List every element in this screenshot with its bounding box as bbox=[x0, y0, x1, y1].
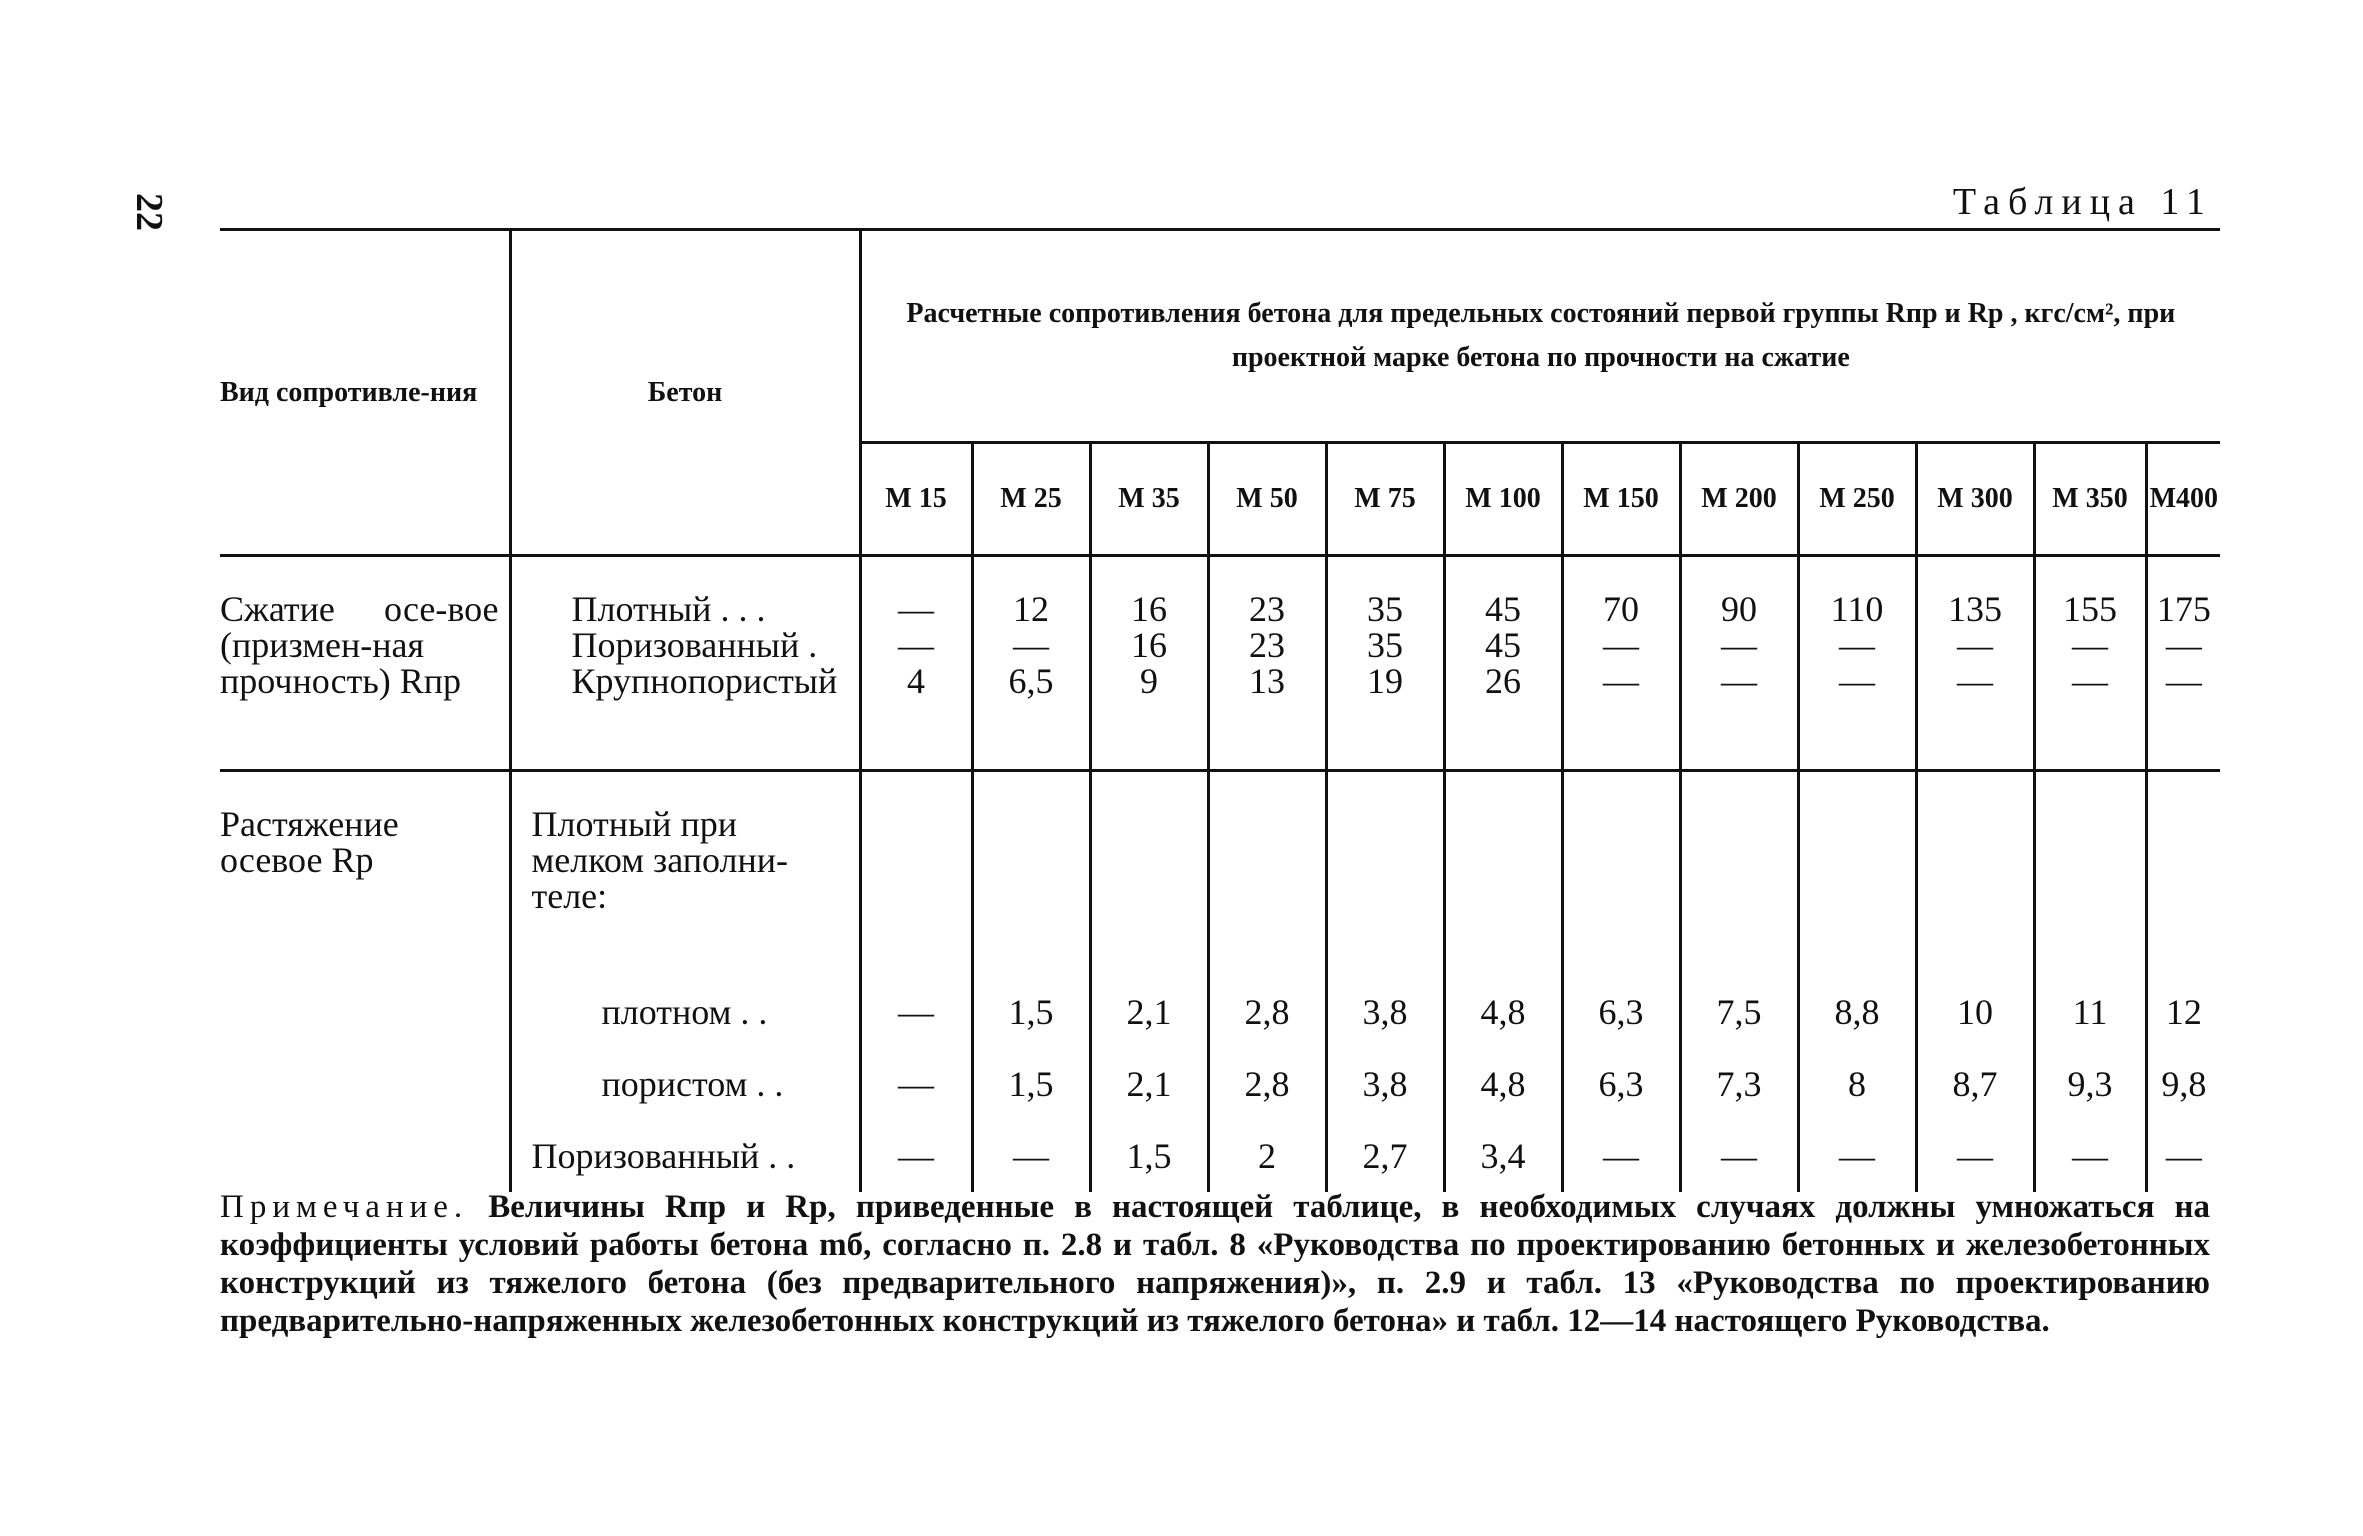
table-cell: 23 bbox=[1208, 556, 1326, 628]
table-cell: — bbox=[1916, 627, 2034, 663]
grade-header: М 25 bbox=[972, 443, 1090, 556]
table-cell: 6,5 bbox=[972, 663, 1090, 699]
header-concrete: Бетон bbox=[510, 230, 860, 556]
table-cell: 35 bbox=[1326, 627, 1444, 663]
table-cell: — bbox=[1916, 663, 2034, 699]
data-table bbox=[220, 228, 2220, 1192]
grade-header: М 35 bbox=[1090, 443, 1208, 556]
table-cell: 4,8 bbox=[1444, 1048, 1562, 1120]
table-row bbox=[220, 976, 2220, 1048]
table-cell: 135 bbox=[1916, 556, 2034, 628]
grade-header: М 200 bbox=[1680, 443, 1798, 556]
grade-header: М 350 bbox=[2034, 443, 2146, 556]
table-cell: 13 bbox=[1208, 663, 1326, 699]
table-cell: 4 bbox=[860, 663, 972, 699]
table-cell: 2,8 bbox=[1208, 1048, 1326, 1120]
table-cell: 6,3 bbox=[1562, 976, 1680, 1048]
table-cell: 45 bbox=[1444, 627, 1562, 663]
grade-header: М 150 bbox=[1562, 443, 1680, 556]
table-cell: 8 bbox=[1798, 1048, 1916, 1120]
table-cell: — bbox=[1562, 1120, 1680, 1192]
table-cell: 70 bbox=[1562, 556, 1680, 628]
table-cell: — bbox=[2034, 1120, 2146, 1192]
section-name: Растяжение осевое Rр bbox=[220, 771, 510, 1193]
table-cell: — bbox=[1798, 663, 1916, 699]
table-row bbox=[220, 1048, 2220, 1120]
table-row bbox=[220, 556, 2220, 628]
table-title: Таблица 11 bbox=[1952, 181, 2213, 223]
table-note bbox=[220, 1188, 2210, 1340]
table-cell: — bbox=[972, 627, 1090, 663]
table-cell: 35 bbox=[1326, 556, 1444, 628]
table-cell: — bbox=[1562, 627, 1680, 663]
row-label: Поризованный . bbox=[510, 627, 860, 663]
grade-header: М 100 bbox=[1444, 443, 1562, 556]
table-cell: 155 bbox=[2034, 556, 2146, 628]
table-cell: 1,5 bbox=[972, 976, 1090, 1048]
grade-header: М 300 bbox=[1916, 443, 2034, 556]
table-cell: — bbox=[2034, 627, 2146, 663]
row-label: Крупнопористый bbox=[510, 663, 860, 699]
table-cell: 2,1 bbox=[1090, 1048, 1208, 1120]
table-cell: 8,7 bbox=[1916, 1048, 2034, 1120]
header-resistance-type: Вид сопротивле-ния bbox=[220, 376, 478, 408]
table-cell: — bbox=[860, 556, 972, 628]
table-cell: 8,8 bbox=[1798, 976, 1916, 1048]
table-cell: 175 bbox=[2146, 556, 2220, 628]
table-cell: 3,8 bbox=[1326, 1048, 1444, 1120]
table-cell: 19 bbox=[1326, 663, 1444, 699]
table-cell: — bbox=[860, 627, 972, 663]
table-cell: 2,1 bbox=[1090, 976, 1208, 1048]
grade-header: М 75 bbox=[1326, 443, 1444, 556]
table-cell: — bbox=[2146, 627, 2220, 663]
table-cell: 1,5 bbox=[1090, 1120, 1208, 1192]
row-label: Плотный . . . bbox=[510, 556, 860, 628]
header-group: Расчетные сопротивления бетона для предельных состояний первой группы Rпр и Rр , кгс/см², при проектной марке бетона по прочности на сжатие bbox=[860, 230, 2220, 443]
table-cell: 3,4 bbox=[1444, 1120, 1562, 1192]
table-cell: 16 bbox=[1090, 627, 1208, 663]
table-cell: 9,8 bbox=[2146, 1048, 2220, 1120]
table-cell: 26 bbox=[1444, 663, 1562, 699]
table-cell: 7,5 bbox=[1680, 976, 1798, 1048]
section-name: Сжатие осе-вое (призмен-ная прочность) Rпр bbox=[220, 556, 510, 771]
table-cell: 9 bbox=[1090, 663, 1208, 699]
table-cell: 3,8 bbox=[1326, 976, 1444, 1048]
page-number: 22 bbox=[128, 193, 170, 231]
grade-header: М 15 bbox=[860, 443, 972, 556]
grade-header: М400 bbox=[2146, 443, 2220, 556]
table-cell: — bbox=[2146, 1120, 2220, 1192]
table-cell: 23 bbox=[1208, 627, 1326, 663]
note-lead: Примечание. bbox=[220, 1189, 469, 1225]
table-cell: 9,3 bbox=[2034, 1048, 2146, 1120]
table-row bbox=[220, 663, 2220, 699]
table-row bbox=[220, 771, 2220, 977]
note-text: Величины Rпр и Rр, приведенные в настоящей таблице, в необходимых случаях должны умножаться на коэффициенты условий работы бетона mб, согласно п. 2.8 и табл. 8 «Руководства по проектированию бетонных и железобетонных конструкций из тяжелого бетона (без предварительного напряжения)», п. 2.9 и табл. 13 «Руководства по проектированию предварительно-напряженных железобетонных конструкций из тяжелого бетона» и табл. 12—14 настоящего Руководства. bbox=[220, 1189, 2211, 1339]
table-cell: 2 bbox=[1208, 1120, 1326, 1192]
table-cell: 6,3 bbox=[1562, 1048, 1680, 1120]
table-row bbox=[220, 1120, 2220, 1192]
row-label: плотном . . bbox=[510, 976, 860, 1048]
table-cell: 12 bbox=[972, 556, 1090, 628]
table-cell: — bbox=[2034, 663, 2146, 699]
table-cell: — bbox=[860, 1048, 972, 1120]
grade-header: М 250 bbox=[1798, 443, 1916, 556]
table-cell: — bbox=[1680, 663, 1798, 699]
table-cell: 7,3 bbox=[1680, 1048, 1798, 1120]
table-cell: — bbox=[1562, 663, 1680, 699]
row-label: Плотный при мелком заполни-теле: bbox=[510, 771, 860, 977]
table-cell: 90 bbox=[1680, 556, 1798, 628]
table-cell: 4,8 bbox=[1444, 976, 1562, 1048]
table-row bbox=[220, 627, 2220, 663]
table-cell: 110 bbox=[1798, 556, 1916, 628]
table-cell: 2,8 bbox=[1208, 976, 1326, 1048]
row-label: пористом . . bbox=[510, 1048, 860, 1120]
table-cell: 11 bbox=[2034, 976, 2146, 1048]
table-cell: — bbox=[860, 976, 972, 1048]
table-cell: — bbox=[1798, 1120, 1916, 1192]
table-cell: — bbox=[1680, 627, 1798, 663]
table-cell: — bbox=[860, 1120, 972, 1192]
table-cell: 45 bbox=[1444, 556, 1562, 628]
row-label: Поризованный . . bbox=[510, 1120, 860, 1192]
table-cell: 10 bbox=[1916, 976, 2034, 1048]
table-cell: 2,7 bbox=[1326, 1120, 1444, 1192]
table-cell: — bbox=[972, 1120, 1090, 1192]
table-cell: 1,5 bbox=[972, 1048, 1090, 1120]
table-cell: — bbox=[2146, 663, 2220, 699]
table-cell: 16 bbox=[1090, 556, 1208, 628]
table-cell: 12 bbox=[2146, 976, 2220, 1048]
table-cell: — bbox=[1680, 1120, 1798, 1192]
table-cell: — bbox=[1798, 627, 1916, 663]
grade-header: М 50 bbox=[1208, 443, 1326, 556]
table-cell: — bbox=[1916, 1120, 2034, 1192]
